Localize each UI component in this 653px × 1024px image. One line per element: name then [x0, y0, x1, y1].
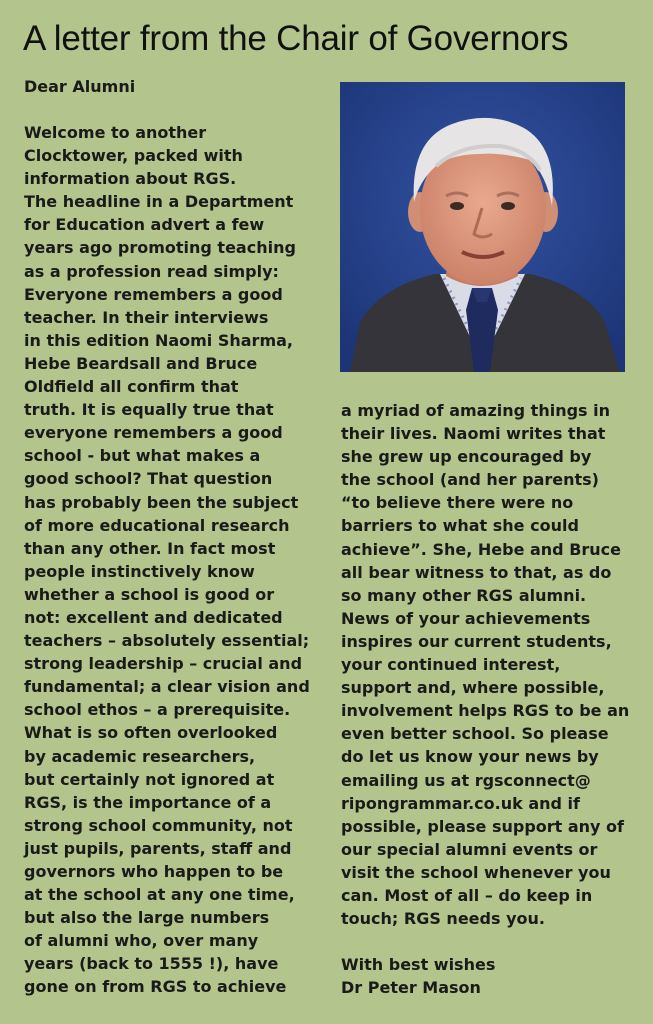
body-line: people instinctively know — [24, 561, 255, 581]
body-line: whether a school is good or — [24, 584, 275, 604]
chair-portrait-photo — [340, 82, 625, 372]
body-line: so many other RGS alumni. — [341, 585, 587, 605]
body-line: by academic researchers, — [24, 746, 256, 766]
body-line: good school? That question — [24, 469, 273, 489]
body-line: News of your achievements — [341, 608, 591, 628]
body-line: the school (and her parents) — [341, 470, 599, 490]
body-line: barriers to what she could — [341, 516, 579, 536]
body-line: teachers – absolutely essential; — [24, 631, 310, 651]
body-line: but certainly not ignored at — [24, 769, 275, 789]
body-line: years ago promoting teaching — [24, 238, 296, 258]
body-line: just pupils, parents, staff and — [24, 838, 292, 858]
body-line: everyone remembers a good — [24, 423, 283, 443]
body-line: Hebe Beardsall and Bruce — [24, 353, 258, 373]
body-line: a myriad of amazing things in — [341, 401, 610, 420]
body-line: The headline in a Department — [24, 192, 294, 212]
body-line: visit the school whenever you — [341, 862, 611, 882]
signatory-name: Dr Peter Mason — [341, 978, 481, 998]
body-line: strong leadership – crucial and — [24, 654, 303, 674]
body-line: “to believe there were no — [341, 493, 574, 513]
body-line: school - but what makes a — [24, 446, 261, 466]
body-line: has probably been the subject — [24, 492, 299, 512]
body-line: information about RGS. — [24, 169, 237, 189]
body-line: but also the large numbers — [24, 908, 270, 928]
salutation: Dear Alumni — [24, 77, 136, 96]
body-line: all bear witness to that, as do — [341, 562, 612, 582]
body-line: involvement helps RGS to be an — [341, 701, 630, 721]
body-line: our special alumni events or — [341, 839, 598, 859]
body-line: for Education advert a few — [24, 215, 265, 235]
email-line: emailing us at rgsconnect@ — [341, 770, 591, 790]
body-line: school ethos – a prerequisite. — [24, 700, 291, 720]
body-line: in this edition Naomi Sharma, — [24, 330, 293, 350]
body-line: than any other. In fact most — [24, 538, 276, 558]
body-line: of alumni who, over many — [24, 931, 259, 951]
letter-body-right-column — [341, 399, 629, 999]
body-line: Oldfield all confirm that — [24, 377, 239, 397]
body-line: she grew up encouraged by — [341, 447, 592, 467]
body-line: teacher. In their interviews — [24, 307, 269, 327]
body-line: years (back to 1555 !), have — [24, 954, 279, 974]
closing: With best wishes — [341, 955, 496, 975]
body-line: do let us know your news by — [341, 747, 599, 767]
body-line: touch; RGS needs you. — [341, 909, 545, 929]
body-line: as a profession read simply: — [24, 261, 279, 281]
body-line: can. Most of all – do keep in — [341, 885, 593, 905]
email-line: ripongrammar.co.uk and if — [341, 793, 580, 813]
letter-body-left-column — [24, 121, 310, 999]
body-line: achieve”. She, Hebe and Bruce — [341, 539, 622, 559]
body-line: gone on from RGS to achieve — [24, 977, 287, 997]
body-line: Welcome to another — [24, 123, 207, 142]
body-line: Clocktower, packed with — [24, 146, 243, 166]
body-line: truth. It is equally true that — [24, 400, 274, 420]
body-line: RGS, is the importance of a — [24, 792, 272, 812]
body-line: Everyone remembers a good — [24, 284, 283, 304]
body-line: What is so often overlooked — [24, 723, 278, 743]
body-line: at the school at any one time, — [24, 885, 295, 905]
body-line: support and, where possible, — [341, 678, 605, 698]
paragraph-gap — [341, 930, 629, 953]
body-line: strong school community, not — [24, 815, 293, 835]
body-line: even better school. So please — [341, 724, 609, 744]
body-line: of more educational research — [24, 515, 290, 535]
body-line: fundamental; a clear vision and — [24, 677, 310, 697]
body-line: governors who happen to be — [24, 862, 284, 881]
page-title: A letter from the Chair of Governors — [23, 19, 569, 58]
body-line: your continued interest, — [341, 655, 561, 675]
body-line: inspires our current students, — [341, 631, 612, 651]
body-line: their lives. Naomi writes that — [341, 424, 606, 444]
portrait-illustration — [340, 82, 625, 372]
body-line: not: excellent and dedicated — [24, 607, 283, 627]
body-line: possible, please support any of — [341, 816, 625, 836]
